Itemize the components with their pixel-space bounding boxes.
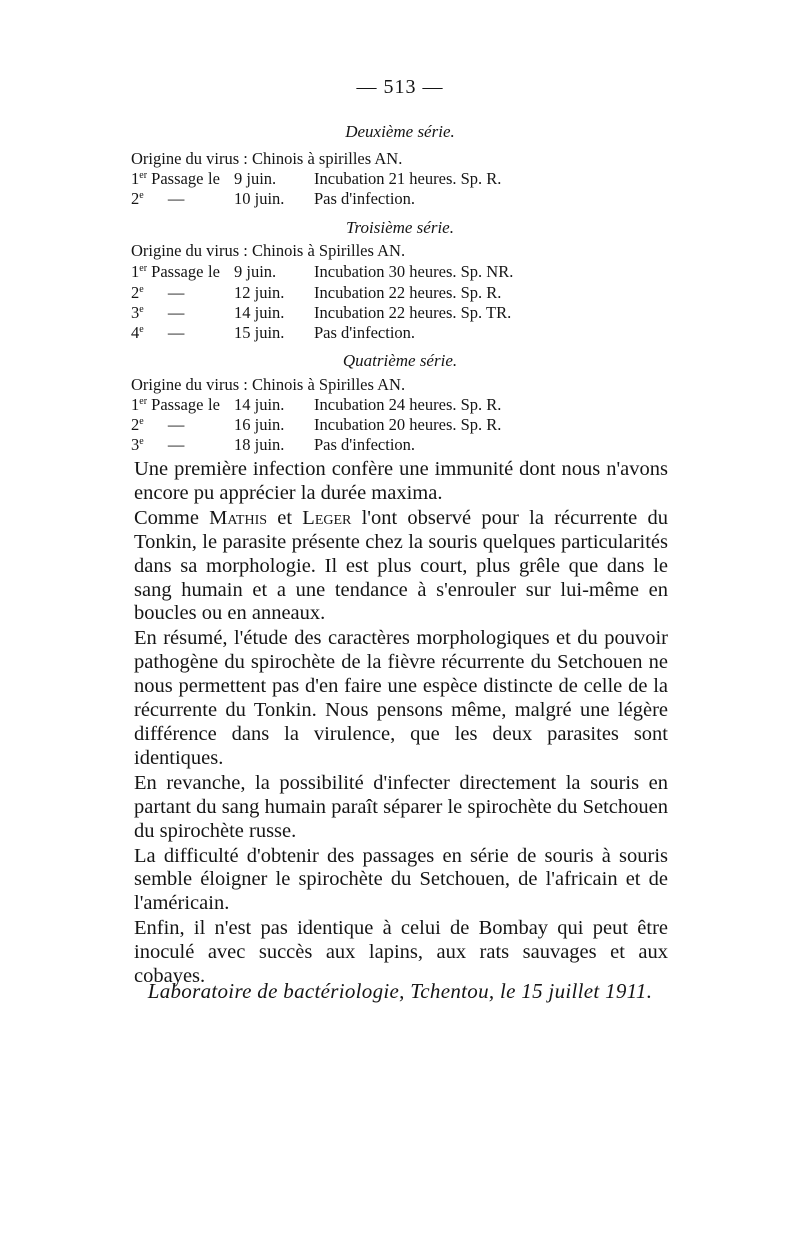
paragraph-infection: En revanche, la possibilité d'infecter directement la souris en partant du sang humain paraît séparer le spirochète du Setchouen du spirochète russe. xyxy=(134,771,668,842)
series-4-origin: Origine du virus : Chinois à Spirilles AN. xyxy=(131,375,406,394)
row-result: Incubation 20 heures. Sp. R. xyxy=(314,415,502,434)
row-word: Passage xyxy=(151,169,204,188)
series-4-title: Quatrième série. xyxy=(342,351,458,370)
row-word: Passage xyxy=(151,395,204,414)
row-le: le xyxy=(208,169,220,188)
paragraph-morphology-mid: et xyxy=(267,506,303,529)
author-leger: Leger xyxy=(302,506,352,529)
row-num: 2 xyxy=(131,415,140,434)
row-num: 2 xyxy=(131,283,140,302)
paragraph-morphology xyxy=(134,507,668,627)
paragraph-passages: La difficulté d'obtenir des passages en série de souris à souris semble éloigner le spirochète du Setchouen, de l'africain et de l'américain. xyxy=(134,844,668,915)
row-sup: er xyxy=(139,170,148,181)
row-result: Incubation 22 heures. Sp. R. xyxy=(314,283,502,302)
row-num: 3 xyxy=(131,435,140,454)
paragraph-morphology-post: l'ont observé pour la récurrente du Tonkin, le parasite présente chez la souris quelques particularités dans sa morphologie. Il est plus court, plus grêle que dans le sang humain et a une tendance à s'enrouler sur lui-même en boucles ou en anneaux. xyxy=(134,506,668,625)
row-date: 18 juin. xyxy=(234,435,285,454)
author-mathis: Mathis xyxy=(209,506,268,529)
row-result: Pas d'infection. xyxy=(314,189,416,208)
series-3-origin: Origine du virus : Chinois à Spirilles AN. xyxy=(131,241,406,260)
row-sup: e xyxy=(139,284,144,295)
paragraph-immunity: Une première infection confère une immunité dont nous n'avons encore pu apprécier la durée maxima. xyxy=(134,458,668,504)
row-num: 4 xyxy=(131,323,140,342)
row-date: 16 juin. xyxy=(234,415,285,434)
row-sup: e xyxy=(139,190,144,201)
row-result: Incubation 24 heures. Sp. R. xyxy=(314,395,502,414)
row-word: — xyxy=(167,189,185,208)
row-date: 14 juin. xyxy=(234,395,285,414)
row-sup: e xyxy=(139,324,144,335)
paragraph-bombay: Enfin, il n'est pas identique à celui de Bombay qui peut être inoculé avec succès aux lapins, aux rats sauvages et aux cobayes. xyxy=(134,917,668,988)
series-2-origin: Origine du virus : Chinois à spirilles AN. xyxy=(131,149,403,168)
row-result: Incubation 21 heures. Sp. R. xyxy=(314,169,502,188)
row-num: 1 xyxy=(131,395,140,414)
body-text xyxy=(134,458,668,989)
row-date: 14 juin. xyxy=(234,303,285,322)
row-date: 15 juin. xyxy=(234,323,285,342)
series-3-title: Troisième série. xyxy=(346,218,454,237)
row-date: 9 juin. xyxy=(234,169,277,188)
row-date: 9 juin. xyxy=(234,262,277,281)
row-num: 3 xyxy=(131,303,140,322)
row-num: 1 xyxy=(131,262,140,281)
row-sup: er xyxy=(139,396,148,407)
row-word: — xyxy=(167,323,185,342)
row-date: 12 juin. xyxy=(234,283,285,302)
row-sup: e xyxy=(139,436,144,447)
row-word: — xyxy=(167,303,185,322)
row-result: Incubation 22 heures. Sp. TR. xyxy=(314,303,512,322)
row-sup: er xyxy=(139,263,148,274)
row-sup: e xyxy=(139,416,144,427)
row-sup: e xyxy=(139,304,144,315)
laboratory-signature: Laboratoire de bactériologie, Tchentou, le 15 juillet 1911. xyxy=(147,979,653,1003)
row-word: — xyxy=(167,283,185,302)
paragraph-summary: En résumé, l'étude des caractères morphologiques et du pouvoir pathogène du spirochète de la fièvre récurrente du Setchouen ne nous permettent pas d'en faire une espèce distincte de celle de la récurrente du Tonkin. Nous pensons même, malgré une légère différence dans la virulence, que les deux parasites sont identiques. xyxy=(134,627,668,769)
row-word: — xyxy=(167,415,185,434)
row-result: Pas d'infection. xyxy=(314,323,416,342)
row-le: le xyxy=(208,262,220,281)
page-number: — 513 — xyxy=(356,76,444,98)
row-date: 10 juin. xyxy=(234,189,285,208)
paragraph-morphology-pre: Comme xyxy=(134,506,210,529)
row-result: Pas d'infection. xyxy=(314,435,416,454)
row-num: 2 xyxy=(131,189,140,208)
row-num: 1 xyxy=(131,169,140,188)
series-2-title: Deuxième série. xyxy=(345,122,455,141)
row-le: le xyxy=(208,395,220,414)
row-result: Incubation 30 heures. Sp. NR. xyxy=(314,262,514,281)
row-word: Passage xyxy=(151,262,204,281)
row-word: — xyxy=(167,435,185,454)
